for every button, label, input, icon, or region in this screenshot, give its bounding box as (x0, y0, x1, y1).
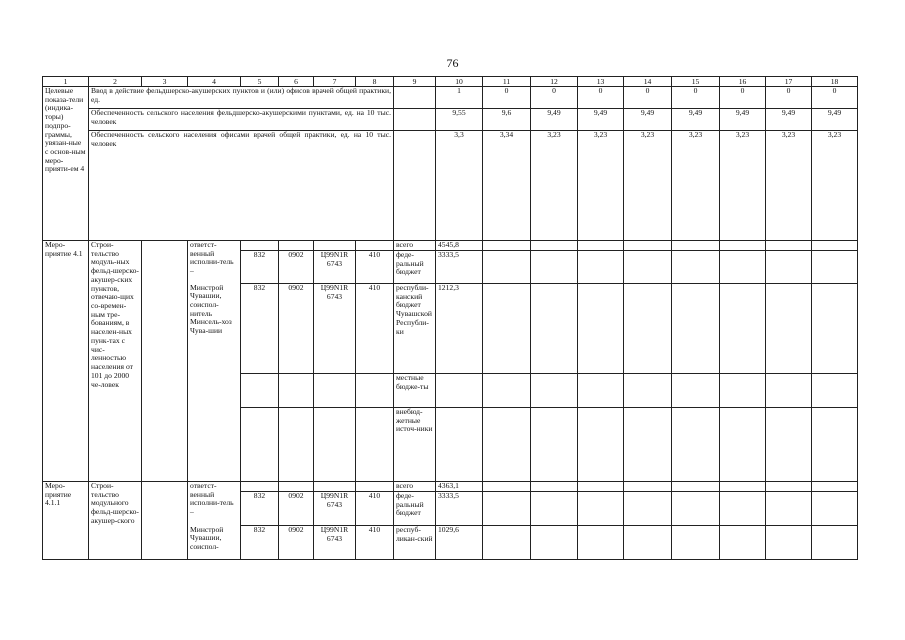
vr-cell (356, 241, 394, 251)
target-row (43, 109, 858, 131)
target-value: 9,49 (672, 109, 720, 131)
target-value: 0 (766, 87, 812, 109)
value-cell: 1029,6 (436, 526, 483, 560)
measure-name: Строи-тельство модуль-ных фельд-шерско-акушер-ских пунктов, отвечаю-щих со-времен-ным тре-бованиям, в населен-ных пунк-тах с чис-ленностью населения от 101 до 2000 че-ловек (89, 241, 142, 482)
rz-cell (279, 408, 314, 482)
target-value: 9,49 (531, 109, 578, 131)
value-cell: 4363,1 (436, 482, 483, 492)
executor-bottom: Минстрой Чувашии, соиспол-нитель Минсель-хоз Чува-шии (188, 284, 241, 482)
target-value: 3,23 (720, 131, 766, 241)
grbs-cell: 832 (241, 526, 279, 560)
target-row (43, 131, 858, 241)
program-table (42, 76, 858, 560)
executor-bottom: Минстрой Чувашии, соиспол- (188, 526, 241, 560)
target-value: 3,23 (672, 131, 720, 241)
col-header: 17 (766, 77, 812, 87)
col-header: 16 (720, 77, 766, 87)
grbs-cell (241, 374, 279, 408)
vr-cell (356, 408, 394, 482)
csr-cell: Ц99N1R 6743 (314, 492, 356, 526)
target-value: 3,3 (436, 131, 483, 241)
empty-cell (142, 482, 188, 560)
vr-cell: 410 (356, 284, 394, 374)
vr-cell (356, 482, 394, 492)
rz-cell: 0902 (279, 251, 314, 284)
grbs-cell (241, 408, 279, 482)
measure-label: Меро-приятие 4.1.1 (43, 482, 89, 560)
target-value: 0 (624, 87, 672, 109)
target-value: 9,55 (436, 109, 483, 131)
target-value: 9,49 (624, 109, 672, 131)
target-value: 3,34 (483, 131, 531, 241)
target-value: 0 (812, 87, 858, 109)
grbs-cell: 832 (241, 492, 279, 526)
source-cell: республи-канский бюджет Чувашской Республи-ки (394, 284, 436, 374)
rz-cell: 0902 (279, 492, 314, 526)
csr-cell: Ц99N1R 6743 (314, 526, 356, 560)
col-header: 18 (812, 77, 858, 87)
grbs-cell: 832 (241, 251, 279, 284)
col-header: 13 (578, 77, 624, 87)
target-value: 9,49 (812, 109, 858, 131)
target-text: Ввод в действие фельдшерско-акушерских пунктов и (или) офисов врачей общей практики, ед. (89, 87, 394, 109)
csr-cell: Ц99N1R 6743 (314, 284, 356, 374)
target-value: 3,23 (766, 131, 812, 241)
value-cell: 3333,5 (436, 251, 483, 284)
col-header: 12 (531, 77, 578, 87)
executor-top: ответст-венный исполни-тель – (188, 241, 241, 284)
target-value: 0 (483, 87, 531, 109)
measure-row (43, 241, 858, 251)
value-cell: 1212,3 (436, 284, 483, 374)
rz-cell: 0902 (279, 284, 314, 374)
target-value: 0 (672, 87, 720, 109)
target-value: 0 (531, 87, 578, 109)
csr-cell (314, 241, 356, 251)
col-header: 1 (43, 77, 89, 87)
col-header: 2 (89, 77, 142, 87)
measure-row (43, 482, 858, 492)
empty-cell (142, 241, 188, 482)
target-value: 3,23 (578, 131, 624, 241)
source-cell: всего (394, 241, 436, 251)
value-cell (436, 374, 483, 408)
col-header: 4 (188, 77, 241, 87)
target-row (43, 87, 858, 109)
empty-cell (394, 87, 436, 109)
target-value: 0 (720, 87, 766, 109)
col-header: 9 (394, 77, 436, 87)
csr-cell (314, 374, 356, 408)
grbs-cell: 832 (241, 284, 279, 374)
targets-label: Целевые показа-тели (индика-торы) подпро-граммы, увязан-ные с основ-ным меро-прияти-ем 4 (43, 87, 89, 241)
source-cell: феде-ральный бюджет (394, 251, 436, 284)
csr-cell (314, 482, 356, 492)
target-value: 9,49 (720, 109, 766, 131)
empty-cell (394, 109, 436, 131)
col-header: 14 (624, 77, 672, 87)
executor-top: ответст-венный исполни-тель – (188, 482, 241, 526)
value-cell (436, 408, 483, 482)
vr-cell: 410 (356, 251, 394, 284)
csr-cell (314, 408, 356, 482)
target-value: 3,23 (531, 131, 578, 241)
target-value: 3,23 (624, 131, 672, 241)
col-header: 7 (314, 77, 356, 87)
grbs-cell (241, 482, 279, 492)
target-value: 1 (436, 87, 483, 109)
source-cell: феде-ральный бюджет (394, 492, 436, 526)
target-value: 3,23 (812, 131, 858, 241)
rz-cell: 0902 (279, 526, 314, 560)
source-cell: респуб-ликан-ский (394, 526, 436, 560)
rz-cell (279, 374, 314, 408)
source-cell: местные бюдже-ты (394, 374, 436, 408)
col-header: 6 (279, 77, 314, 87)
col-header: 10 (436, 77, 483, 87)
rz-cell (279, 241, 314, 251)
source-cell: всего (394, 482, 436, 492)
measure-label: Меро-приятие 4.1 (43, 241, 89, 482)
col-header: 3 (142, 77, 188, 87)
target-value: 9,6 (483, 109, 531, 131)
col-header: 11 (483, 77, 531, 87)
target-value: 9,49 (578, 109, 624, 131)
source-cell: внебюд-жетные источ-ники (394, 408, 436, 482)
col-header: 8 (356, 77, 394, 87)
grbs-cell (241, 241, 279, 251)
value-cell: 4545,8 (436, 241, 483, 251)
col-header: 5 (241, 77, 279, 87)
target-value: 0 (578, 87, 624, 109)
csr-cell: Ц99N1R 6743 (314, 251, 356, 284)
column-number-row (43, 77, 858, 87)
vr-cell (356, 374, 394, 408)
col-header: 15 (672, 77, 720, 87)
page-number: 76 (446, 56, 459, 70)
vr-cell: 410 (356, 492, 394, 526)
vr-cell: 410 (356, 526, 394, 560)
rz-cell (279, 482, 314, 492)
empty-cell (394, 131, 436, 241)
target-text: Обеспеченность сельского населения фельдшерско-акушерскими пунктами, ед. на 10 тыс. человек (89, 109, 394, 131)
value-cell: 3333,5 (436, 492, 483, 526)
target-text: Обеспеченность сельского населения офисами врачей общей практики, ед. на 10 тыс. человек (89, 131, 394, 241)
measure-name: Строи-тельство модульного фельд-шерско-акушер-ского (89, 482, 142, 560)
target-value: 9,49 (766, 109, 812, 131)
